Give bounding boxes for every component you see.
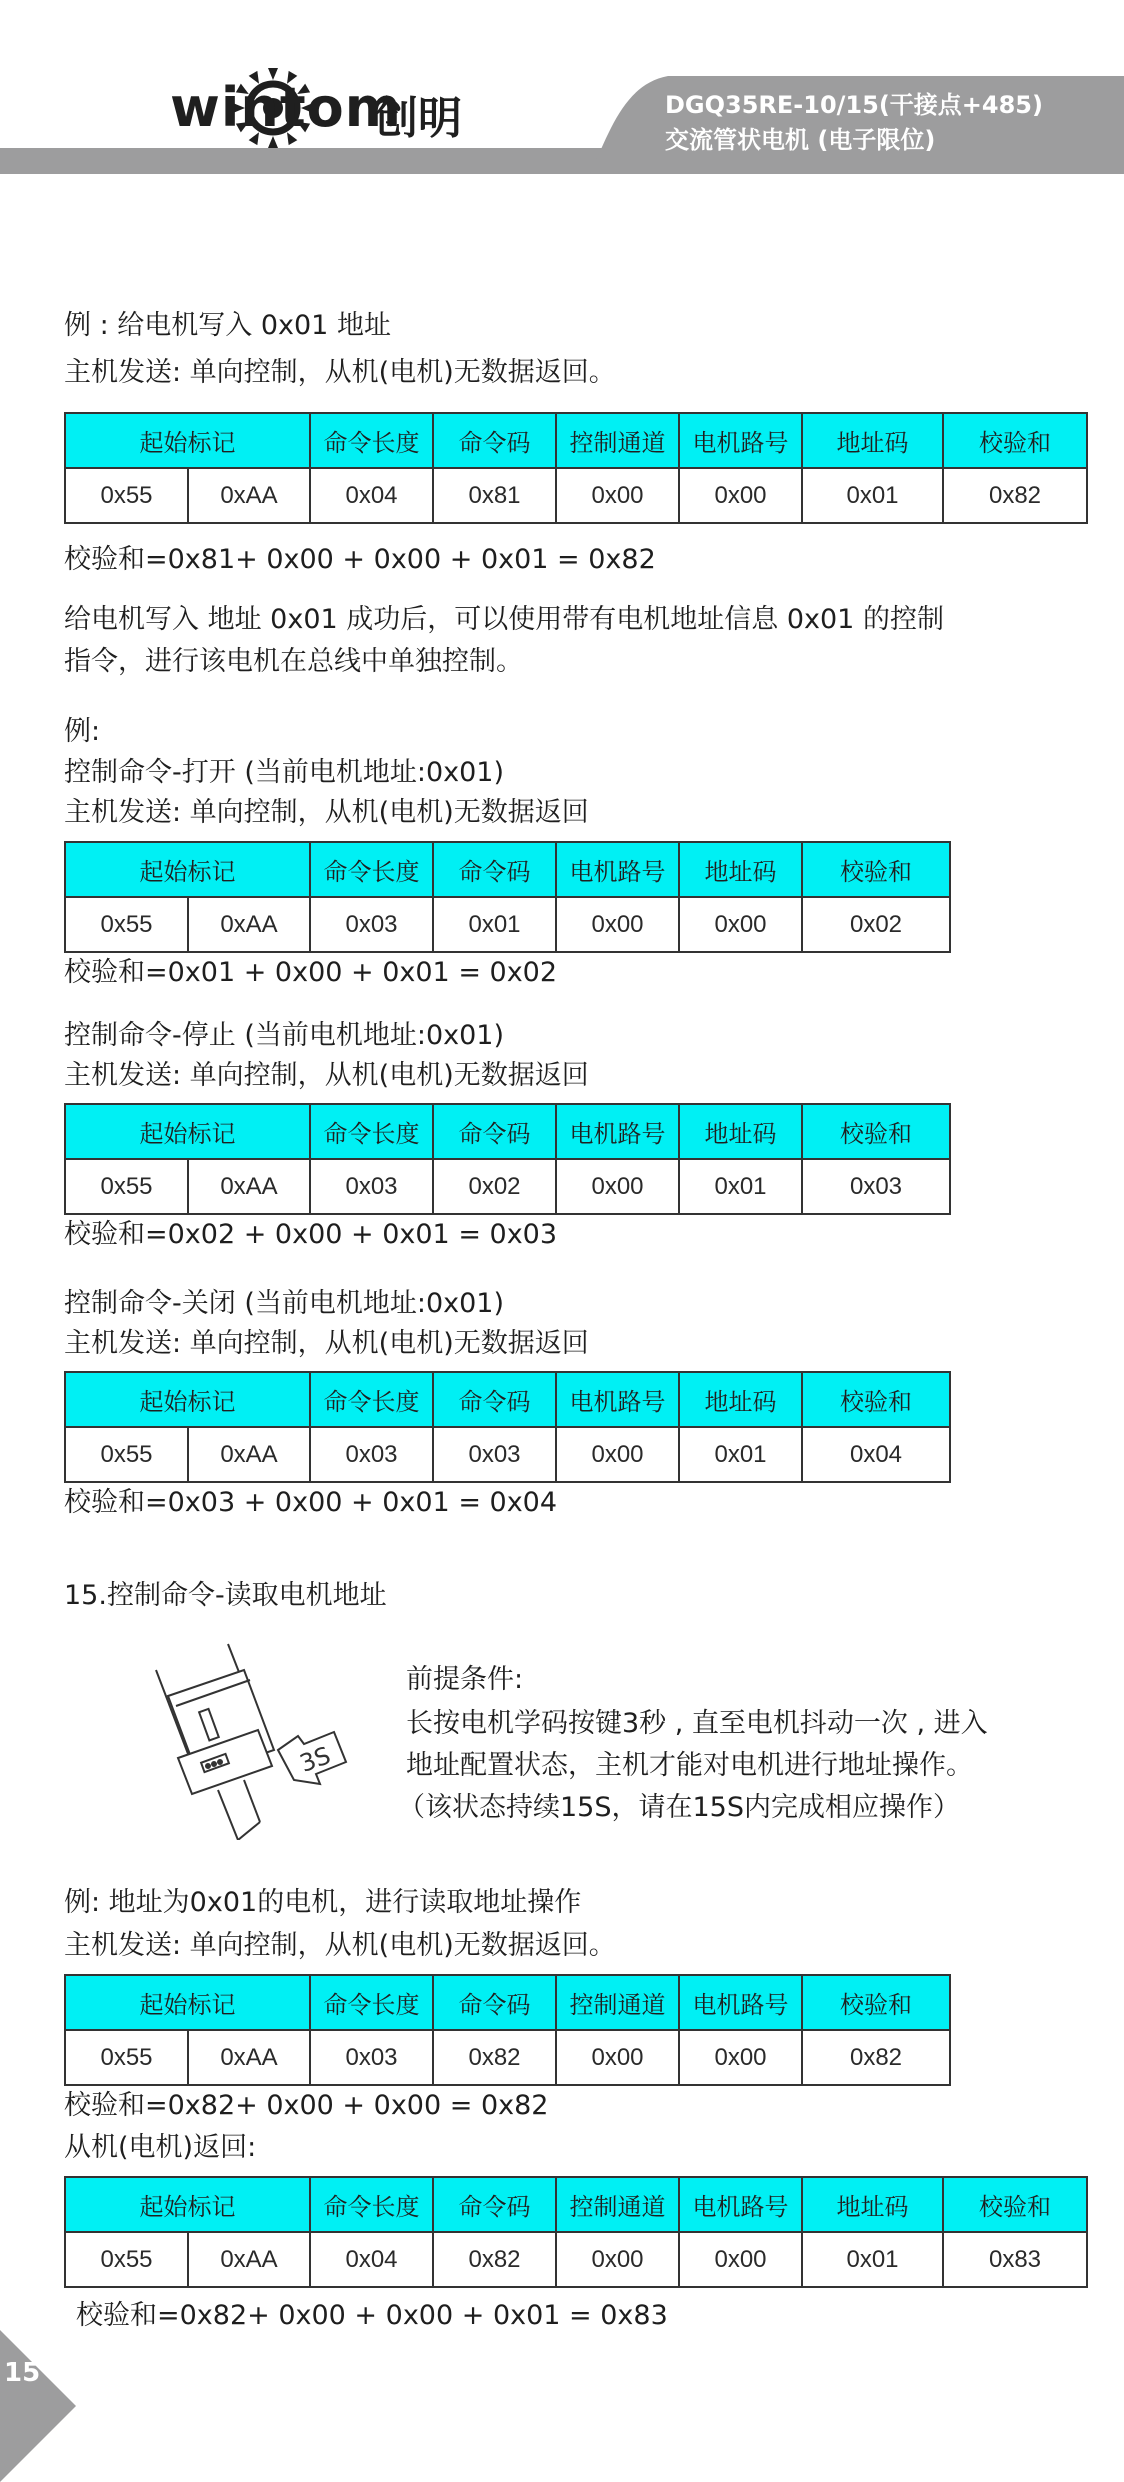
col-header: 命令码 [433, 842, 556, 897]
read-return-checksum: 校验和=0x82+ 0x00 + 0x00 + 0x01 = 0x83 [76, 2300, 668, 2331]
col-header: 校验和 [802, 1372, 950, 1427]
table-cell: 0x00 [556, 2030, 679, 2085]
col-header: 电机路号 [556, 842, 679, 897]
stop-cmd-table [64, 1103, 951, 1215]
col-header: 命令长度 [310, 842, 433, 897]
table-cell: 0x00 [679, 2232, 802, 2287]
table-cell: 0xAA [188, 897, 310, 952]
col-header: 命令长度 [310, 1104, 433, 1159]
col-header: 命令长度 [310, 1975, 433, 2030]
stop-checksum: 校验和=0x02 + 0x00 + 0x01 = 0x03 [64, 1219, 558, 1250]
col-header: 起始标记 [65, 1104, 310, 1159]
return-label: 从机(电机)返回: [64, 2132, 257, 2163]
table-cell: 0x00 [679, 2030, 802, 2085]
col-header: 控制通道 [556, 413, 679, 468]
table-cell: 0x01 [679, 1427, 802, 1482]
col-header: 地址码 [802, 413, 943, 468]
open-title: 控制命令-打开 (当前电机地址:0x01) [64, 757, 505, 788]
col-header: 命令长度 [310, 2177, 433, 2232]
col-header: 校验和 [943, 413, 1087, 468]
write-checksum: 校验和=0x81+ 0x00 + 0x00 + 0x01 = 0x82 [64, 544, 656, 575]
table-cell: 0x00 [556, 1159, 679, 1214]
stop-send-note: 主机发送: 单向控制，从机(电机)无数据返回 [64, 1060, 589, 1091]
open-send-note: 主机发送: 单向控制，从机(电机)无数据返回 [64, 797, 589, 828]
table-cell: 0x55 [65, 2232, 188, 2287]
precondition-line1: 长按电机学码按键3秒 , 直至电机抖动一次 , 进入 [406, 1708, 988, 1739]
table-cell: 0x00 [679, 468, 802, 523]
table-cell: 0x03 [802, 1159, 950, 1214]
logo-chinese: 创明 [374, 93, 462, 144]
write-after-line2: 指令，进行该电机在总线中单独控制。 [64, 646, 523, 677]
table-cell: 0x04 [310, 468, 433, 523]
close-title: 控制命令-关闭 (当前电机地址:0x01) [64, 1288, 505, 1319]
table-cell: 0x82 [802, 2030, 950, 2085]
read-send-table [64, 1974, 951, 2086]
col-header: 起始标记 [65, 842, 310, 897]
table-cell: 0x03 [310, 2030, 433, 2085]
table-cell: 0x01 [433, 897, 556, 952]
close-cmd-table [64, 1371, 951, 1483]
read-example-title: 例: 地址为0x01的电机，进行读取地址操作 [64, 1887, 582, 1918]
product-type: 交流管状电机 (电子限位) [665, 126, 936, 154]
section15-title: 15.控制命令-读取电机地址 [64, 1580, 387, 1611]
col-header: 地址码 [679, 1372, 802, 1427]
col-header: 电机路号 [679, 413, 802, 468]
open-cmd-table [64, 841, 951, 953]
col-header: 校验和 [802, 842, 950, 897]
read-send-note: 主机发送: 单向控制，从机(电机)无数据返回。 [64, 1930, 616, 1961]
table-cell: 0x55 [65, 468, 188, 523]
close-send-note: 主机发送: 单向控制，从机(电机)无数据返回 [64, 1328, 589, 1359]
col-header: 命令长度 [310, 1372, 433, 1427]
table-cell: 0x82 [943, 468, 1087, 523]
col-header: 校验和 [802, 1104, 950, 1159]
table-cell: 0xAA [188, 2232, 310, 2287]
write-addr-table [64, 412, 1088, 524]
table-cell: 0x82 [433, 2030, 556, 2085]
example-label: 例: [64, 716, 101, 747]
write-after-line1: 给电机写入 地址 0x01 成功后，可以使用带有电机地址信息 0x01 的控制 [64, 604, 944, 635]
col-header: 控制通道 [556, 1975, 679, 2030]
col-header: 地址码 [802, 2177, 943, 2232]
table-cell: 0x55 [65, 1427, 188, 1482]
col-header: 命令长度 [310, 413, 433, 468]
precondition-line2: 地址配置状态，主机才能对电机进行地址操作。 [406, 1750, 973, 1781]
table-cell: 0xAA [188, 2030, 310, 2085]
col-header: 命令码 [433, 1104, 556, 1159]
col-header: 命令码 [433, 1975, 556, 2030]
precondition-line3: （该状态持续15S，请在15S内完成相应操作） [398, 1792, 960, 1823]
table-cell: 0xAA [188, 1159, 310, 1214]
col-header: 命令码 [433, 2177, 556, 2232]
col-header: 起始标记 [65, 1372, 310, 1427]
table-cell: 0x83 [943, 2232, 1087, 2287]
table-cell: 0x01 [679, 1159, 802, 1214]
col-header: 起始标记 [65, 1975, 310, 2030]
open-checksum: 校验和=0x01 + 0x00 + 0x01 = 0x02 [64, 957, 558, 988]
col-header: 电机路号 [679, 1975, 802, 2030]
col-header: 地址码 [679, 842, 802, 897]
stop-title: 控制命令-停止 (当前电机地址:0x01) [64, 1020, 505, 1051]
col-header: 命令码 [433, 1372, 556, 1427]
read-send-checksum: 校验和=0x82+ 0x00 + 0x00 = 0x82 [64, 2090, 549, 2121]
close-checksum: 校验和=0x03 + 0x00 + 0x01 = 0x04 [64, 1487, 558, 1518]
read-return-table [64, 2176, 1088, 2288]
table-cell: 0x55 [65, 897, 188, 952]
col-header: 电机路号 [556, 1104, 679, 1159]
page-corner-marker [0, 2330, 80, 2482]
table-cell: 0x82 [433, 2232, 556, 2287]
table-cell: 0x03 [310, 1159, 433, 1214]
col-header: 控制通道 [556, 2177, 679, 2232]
col-header: 地址码 [679, 1104, 802, 1159]
table-cell: 0x04 [802, 1427, 950, 1482]
table-cell: 0x55 [65, 2030, 188, 2085]
table-cell: 0x03 [310, 1427, 433, 1482]
col-header: 校验和 [943, 2177, 1087, 2232]
table-cell: 0x00 [556, 1427, 679, 1482]
table-cell: 0x03 [433, 1427, 556, 1482]
table-cell: 0x02 [433, 1159, 556, 1214]
table-cell: 0x02 [802, 897, 950, 952]
illus-3s-label: 3S [296, 1741, 335, 1778]
table-cell: 0x81 [433, 468, 556, 523]
table-cell: 0x01 [802, 468, 943, 523]
col-header: 命令码 [433, 413, 556, 468]
motor-button-illustration [148, 1640, 388, 1840]
col-header: 起始标记 [65, 413, 310, 468]
table-cell: 0x00 [556, 468, 679, 523]
table-cell: 0x00 [556, 2232, 679, 2287]
table-cell: 0x01 [802, 2232, 943, 2287]
col-header: 电机路号 [556, 1372, 679, 1427]
table-cell: 0xAA [188, 1427, 310, 1482]
table-cell: 0x04 [310, 2232, 433, 2287]
write-send-note: 主机发送: 单向控制，从机(电机)无数据返回。 [64, 357, 616, 388]
col-header: 起始标记 [65, 2177, 310, 2232]
col-header: 校验和 [802, 1975, 950, 2030]
precondition-title: 前提条件: [406, 1664, 524, 1695]
col-header: 电机路号 [679, 2177, 802, 2232]
write-example-title: 例 : 给电机写入 0x01 地址 [64, 310, 391, 341]
table-cell: 0x00 [556, 897, 679, 952]
table-cell: 0xAA [188, 468, 310, 523]
model-number: DGQ35RE-10/15(干接点+485) [665, 91, 1043, 119]
table-cell: 0x03 [310, 897, 433, 952]
table-cell: 0x00 [679, 897, 802, 952]
page-number: 15 [4, 2358, 41, 2388]
table-cell: 0x55 [65, 1159, 188, 1214]
logo-wordmark: wintom [170, 76, 403, 139]
